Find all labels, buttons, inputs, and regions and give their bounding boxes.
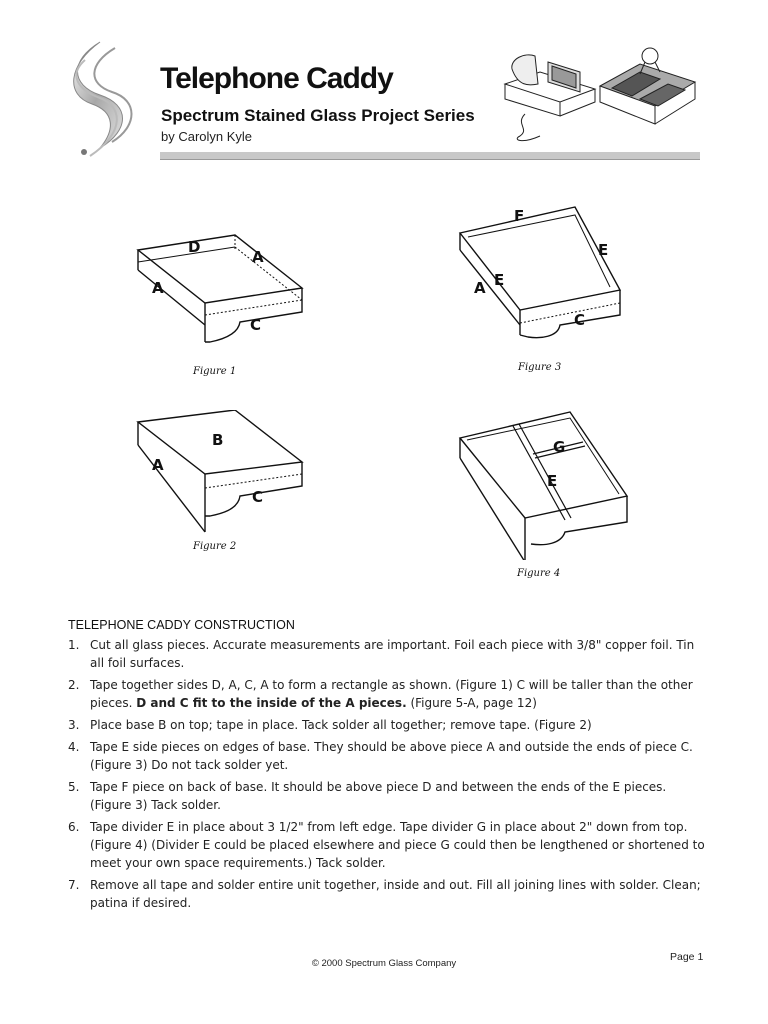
caddy-illustration-icon — [500, 44, 700, 144]
figure-1-label-a-front: A — [152, 279, 164, 297]
figure-4-label-g: G — [553, 438, 566, 456]
author-byline: by Carolyn Kyle — [161, 129, 253, 144]
figure-3-diagram — [450, 205, 630, 355]
list-item: 1. Cut all glass pieces. Accurate measurements are important. Foil each piece with 3/8" copper foil. Tin all foil surfaces. — [68, 638, 695, 670]
figure-4-label-e: E — [547, 472, 558, 490]
list-item: 4. Tape E side pieces on edges of base. They should be above piece A and outside the ends of piece C. (Figure 3) Do not tack solder yet. — [68, 740, 693, 772]
figure-1-label-a-back: A — [252, 248, 264, 266]
figure-3-label-a: A — [474, 279, 486, 297]
figure-3-label-e-right: E — [598, 241, 609, 259]
figure-1-label-d: D — [188, 238, 201, 256]
spectrum-logo-icon — [60, 40, 140, 165]
figure-3-caption: Figure 3 — [518, 362, 562, 373]
figure-3-label-c: C — [574, 311, 586, 329]
list-item: 6. Tape divider E in place about 3 1/2" from left edge. Tape divider G in place about 2" down from top. (Figure 4) (Divider E could be placed elsewhere and piece G could then be lengthened or shortened to meet your own space requirements.) Tack solder. — [68, 820, 705, 870]
header-rule — [160, 152, 700, 160]
page-title: Telephone Caddy — [160, 62, 393, 95]
list-item: 3. Place base B on top; tape in place. Tack solder all together; remove tape. (Figure 2) — [68, 718, 592, 732]
figure-1-caption: Figure 1 — [193, 366, 237, 377]
figure-2-label-b: B — [212, 431, 224, 449]
figure-2-caption: Figure 2 — [193, 541, 237, 552]
list-item: 2. Tape together sides D, A, C, A to form a rectangle as shown. (Figure 1) C will be taller than the other pieces. D and C fit to the inside of the A pieces. (Figure 5-A, page 12) — [68, 678, 693, 710]
figure-4-diagram — [455, 410, 635, 560]
figure-2-label-c: C — [252, 488, 264, 506]
figure-4-caption: Figure 4 — [517, 568, 561, 579]
series-subtitle: Spectrum Stained Glass Project Series — [161, 106, 475, 125]
copyright-notice: © 2000 Spectrum Glass Company — [311, 958, 457, 969]
construction-heading: TELEPHONE CADDY CONSTRUCTION — [68, 618, 295, 632]
construction-steps — [68, 636, 708, 916]
list-item: 7. Remove all tape and solder entire unit together, inside and out. Fill all joining lines with solder. Clean; patina if desired. — [68, 878, 701, 910]
emphasis-text: D and C fit to the inside of the A pieces. — [136, 696, 407, 710]
figure-2-diagram — [130, 410, 310, 540]
figure-3-label-f: F — [514, 207, 525, 225]
list-item: 5. Tape F piece on back of base. It should be above piece D and between the ends of the E pieces. (Figure 3) Tack solder. — [68, 780, 667, 812]
figure-2-label-a: A — [152, 456, 164, 474]
figure-3-label-e-left: E — [494, 271, 505, 289]
figure-1-label-c: C — [250, 316, 262, 334]
page-number: Page 1 — [670, 951, 704, 963]
figure-1-diagram — [130, 230, 310, 360]
